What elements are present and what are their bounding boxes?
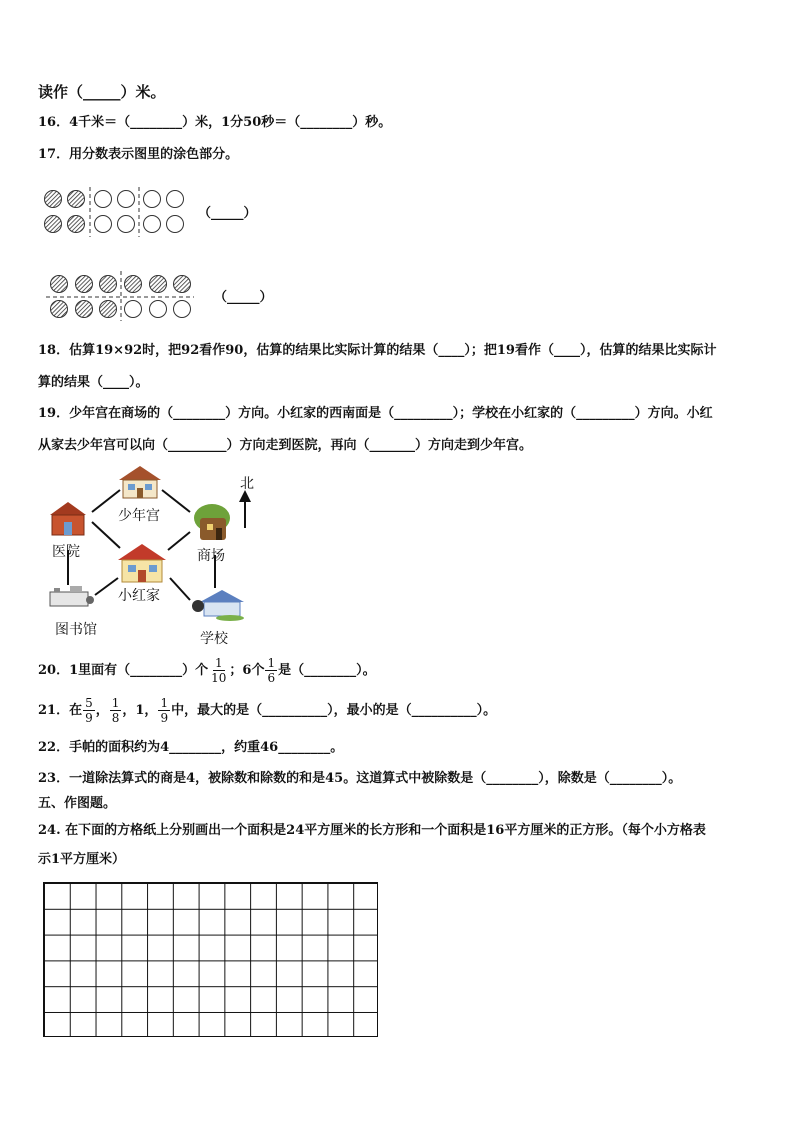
school-icon	[192, 590, 244, 621]
figure-1-circles	[45, 191, 184, 233]
place-youth-palace: 少年宫	[118, 508, 160, 524]
question-17: 17．用分数表示图里的涂色部分。	[38, 147, 239, 162]
hospital-icon	[50, 502, 86, 535]
place-hospital: 医院	[52, 544, 80, 560]
q21-text-a: 21．在	[38, 703, 83, 718]
fraction-5-9: $\frac{5}{9}$	[85, 696, 93, 725]
question-20	[38, 656, 376, 685]
q21-text-b: 中，最大的是（__________），最小的是（__________）。	[171, 703, 497, 718]
fraction-figure-2	[44, 270, 196, 322]
question-19-line-2: 从家去少年宫可以向（_________）方向走到医院，再向（_______）方向走到少年宫。	[38, 438, 533, 453]
square-grid-paper[interactable]	[43, 882, 378, 1037]
q21-sep-2: ，1，	[122, 703, 158, 718]
youth-palace-icon	[119, 466, 161, 498]
question-22: 22．手帕的面积约为4________，约重46________。	[38, 740, 344, 755]
fraction-1-10: $\frac{1}{10}$	[211, 656, 227, 685]
question-19-line-1: 19．少年宫在商场的（________）方向。小红家的西南面是（_________）；学校在小红家的（_________）方向。小红	[38, 406, 713, 421]
question-21	[38, 696, 496, 725]
q21-sep-1: ，	[95, 703, 109, 718]
q20-text-b: ；6个	[229, 663, 265, 678]
home-icon	[118, 544, 166, 582]
figure-2-answer: （_____）	[214, 290, 273, 305]
question-24-line-2: 示1平方厘米）	[38, 852, 126, 867]
question-24-line-1: 24. 在下面的方格纸上分别画出一个面积是24平方厘米的长方形和一个面积是16平方厘米的正方形。（每个小方格表	[38, 823, 706, 838]
place-library: 图书馆	[55, 622, 97, 638]
place-school: 学校	[200, 631, 228, 647]
place-home: 小红家	[118, 588, 160, 604]
mall-icon	[194, 504, 230, 540]
question-23: 23．一道除法算式的商是4，被除数和除数的和是45。这道算式中被除数是（________），除数是（________）。	[38, 771, 682, 786]
q-read-line: 读作（_____）米。	[38, 83, 166, 101]
question-18-line-2: 算的结果（____）。	[38, 375, 149, 390]
north-label: 北	[240, 476, 254, 492]
library-icon	[50, 586, 94, 606]
question-16: 16．4千米＝（________）米，1分50秒＝（________）秒。	[38, 115, 392, 130]
figure-1-answer: （_____）	[198, 206, 257, 221]
q20-text-c: 是（________）。	[278, 663, 376, 678]
place-mall: 商场	[197, 548, 225, 564]
fraction-1-8: $\frac{1}{8}$	[111, 696, 120, 725]
question-18-line-1: 18．估算19×92时，把92看作90，估算的结果比实际计算的结果（____）；把19看作（____），估算的结果比实际计	[38, 343, 717, 358]
fraction-1-6: $\frac{1}{6}$	[267, 656, 276, 685]
section-5-heading: 五、作图题。	[38, 796, 117, 811]
q20-text-a: 20．1里面有（________）个	[38, 663, 209, 678]
fraction-1-9: $\frac{1}{9}$	[160, 696, 169, 725]
fraction-figure-1	[40, 186, 190, 238]
